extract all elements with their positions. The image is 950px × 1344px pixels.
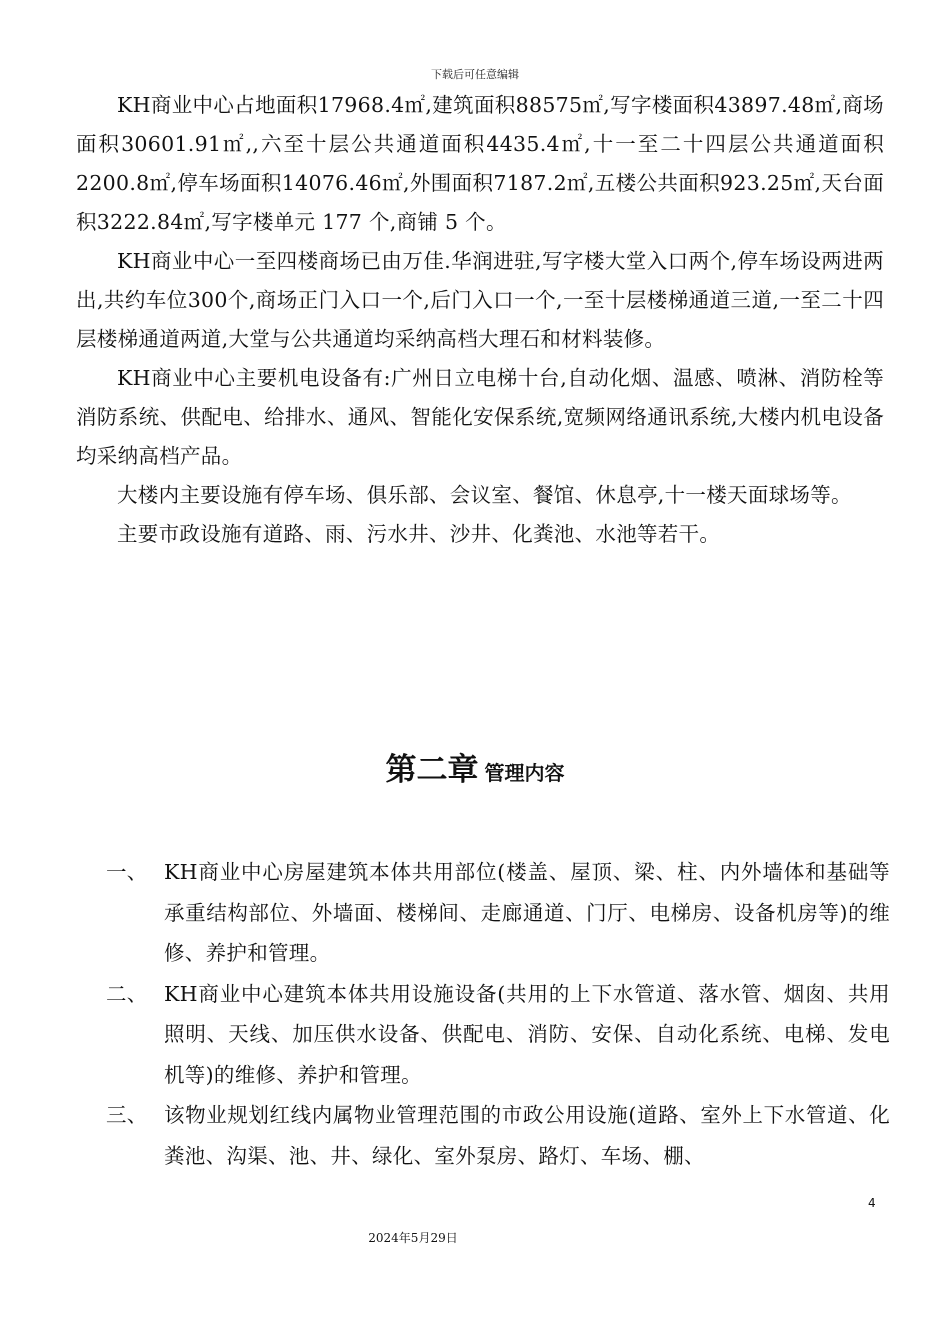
paragraph-municipal: 主要市政设施有道路、雨、污水井、沙井、化粪池、水池等若干。 bbox=[117, 522, 721, 546]
list-item bbox=[106, 852, 890, 974]
list-item-text: KH商业中心房屋建筑本体共用部位(楼盖、屋顶、梁、柱、内外墙体和基础等承重结构部位、外墙面、楼梯间、走廊通道、门厅、电梯房、设备机房等)的维修、养护和管理。 bbox=[164, 860, 890, 965]
list-item-number: 二、 bbox=[106, 981, 148, 1006]
list-item-number: 三、 bbox=[106, 1103, 148, 1127]
paragraph-site-area: KH商业中心占地面积17968.4㎡,建筑面积88575㎡,写字楼面积43897.48㎡,商场面积30601.91㎡,,六至十层公共通道面积4435.4㎡,十一至二十四层公共通道面积2200.8㎡,停车场面积14076.46㎡,外围面积7187.2㎡,五楼公共面积923.25㎡,天台面积3222.84㎡,写字楼单元 177 个,商铺 5 个。 bbox=[76, 93, 884, 234]
list-item bbox=[106, 974, 890, 1096]
list-item-text: KH商业中心建筑本体共用设施设备(共用的上下水管道、落水管、烟囱、共用照明、天线、加压供水设备、供配电、消防、安保、自动化系统、电梯、发电机等)的维修、养护和管理。 bbox=[164, 981, 890, 1087]
chapter-heading bbox=[0, 744, 950, 789]
management-list bbox=[106, 852, 890, 1176]
list-item-number: 一、 bbox=[106, 860, 148, 884]
paragraph-tenants: KH商业中心一至四楼商场已由万佳.华润进驻,写字楼大堂入口两个,停车场设两进两出,共约车位300个,商场正门入口一个,后门入口一个,一至十层楼梯通道三道,一至二十四层楼梯通道两道,大堂与公共通道均采纳高档大理石和材料装修。 bbox=[76, 249, 884, 351]
list-item-text: 该物业规划红线内属物业管理范围的市政公用设施(道路、室外上下水管道、化粪池、沟渠、池、井、绿化、室外泵房、路灯、车场、棚、 bbox=[164, 1103, 890, 1168]
chapter-subtitle: 管理内容 bbox=[484, 761, 565, 785]
page-number: 4 bbox=[868, 1196, 876, 1210]
footer-date: 2024年5月29日 bbox=[368, 1231, 458, 1245]
body-text bbox=[76, 86, 884, 554]
chapter-title: 第二章 bbox=[385, 752, 479, 788]
paragraph-facilities: 大楼内主要设施有停车场、俱乐部、会议室、餐馆、休息亭,十一楼天面球场等。 bbox=[117, 483, 852, 507]
list-item bbox=[106, 1095, 890, 1176]
page-header: 下载后可任意编辑 bbox=[431, 68, 519, 81]
paragraph-equipment: KH商业中心主要机电设备有:广州日立电梯十台,自动化烟、温感、喷淋、消防栓等消防系统、供配电、给排水、通风、智能化安保系统,宽频网络通讯系统,大楼内机电设备均采纳高档产品。 bbox=[76, 366, 884, 468]
